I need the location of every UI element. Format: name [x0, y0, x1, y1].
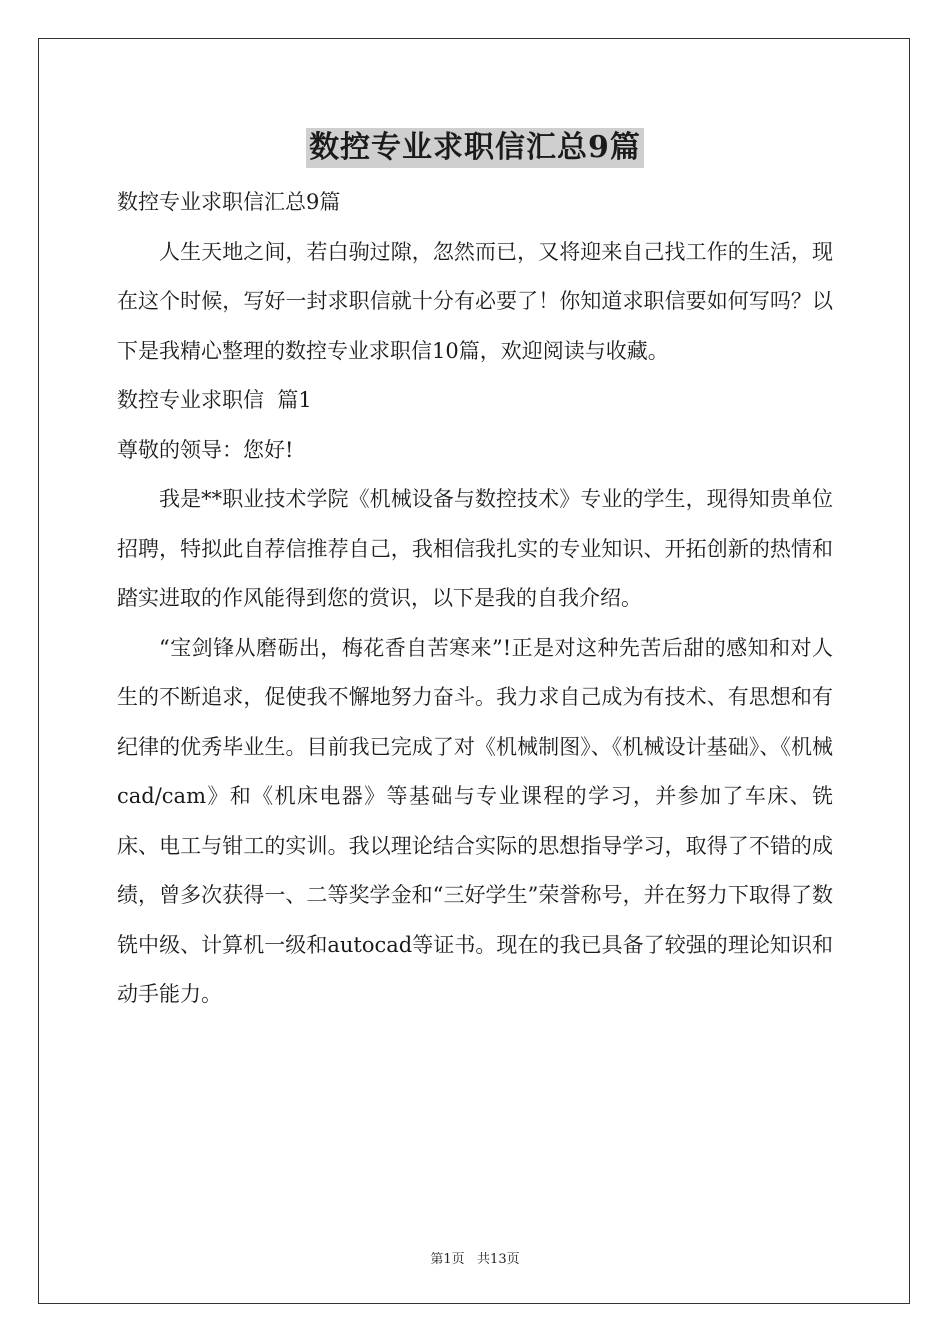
document-title: 数控专业求职信汇总9篇: [306, 128, 644, 168]
body-paragraph: 我是**职业技术学院《机械设备与数控技术》专业的学生，现得知贵单位招聘，特拟此自荐信推荐自己，我相信我扎实的专业知识、开拓创新的热情和踏实进取的作风能得到您的赏识，以下是我的自我介绍。: [117, 487, 833, 610]
body-paragraph: “宝剑锋从磨砺出，梅花香自苦寒来”!正是对这种先苦后甜的感知和对人生的不断追求，促使我不懈地努力奋斗。我力求自己成为有技术、有思想和有纪律的优秀毕业生。目前我已完成了对《机械制图》、《机械设计基础》、《机械cad/cam》和《机床电器》等基础与专业课程的学习，并参加了车床、铣床、电工与钳工的实训。我以理论结合实际的思想指导学习，取得了不错的成绩，曾多次获得一、二等奖学金和“三好学生”荣誉称号，并在努力下取得了数铣中级、计算机一级和autocad等证书。现在的我已具备了较强的理论知识和动手能力。: [117, 635, 833, 1006]
page-number: 第1页 共13页: [430, 1252, 520, 1267]
section-heading: 数控专业求职信 篇1: [117, 388, 312, 412]
document-subtitle: 数控专业求职信汇总9篇: [117, 190, 341, 214]
document-body: [117, 178, 833, 1020]
salutation: 尊敬的领导：您好!: [117, 437, 294, 462]
intro-paragraph: 人生天地之间，若白驹过隙，忽然而已，又将迎来自己找工作的生活，现在这个时候，写好一封求职信就十分有必要了！你知道求职信要如何写吗？以下是我精心整理的数控专业求职信10篇，欢迎阅读与收藏。: [117, 239, 833, 363]
page-footer: [0, 1248, 950, 1267]
title-container: [0, 128, 950, 168]
